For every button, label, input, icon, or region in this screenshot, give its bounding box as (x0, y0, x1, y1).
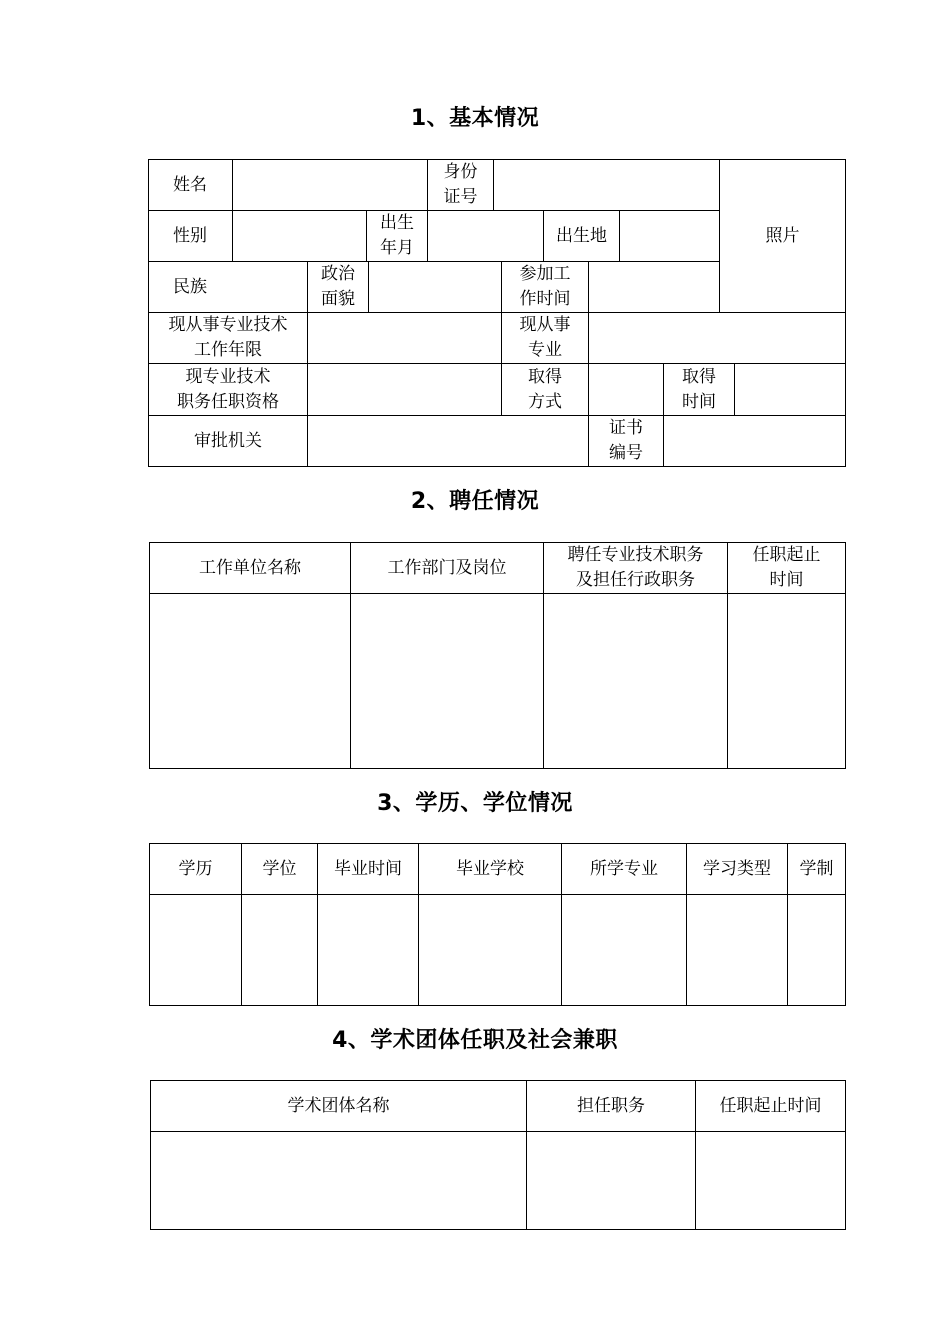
header-graduation-school: 毕业学校 (456, 858, 524, 879)
label-ethnicity: 民族 (173, 276, 207, 297)
header-graduation-time: 毕业时间 (334, 858, 402, 879)
label-birthplace: 出生地 (556, 225, 607, 246)
tenure-period-field[interactable] (728, 594, 845, 768)
section-title-education: 3、学历、学位情况 (377, 791, 573, 816)
major-field[interactable] (562, 895, 686, 1005)
id-number-field[interactable] (494, 160, 719, 210)
header-study-type: 学习类型 (703, 858, 771, 879)
section-title-employment: 2、聘任情况 (410, 489, 540, 514)
education-field[interactable] (150, 895, 241, 1005)
label-photo: 照片 (765, 225, 800, 246)
label-obtain-time: 取得 时间 (682, 366, 716, 412)
label-obtain-method: 取得 方式 (528, 366, 562, 412)
ethnicity-field[interactable] (233, 262, 307, 312)
label-work-start-time: 参加工 作时间 (519, 264, 571, 309)
header-role-period: 任职起止时间 (719, 1095, 822, 1116)
label-id-number: 身份 证号 (443, 162, 478, 207)
department-position-field[interactable] (351, 594, 543, 768)
gender-field[interactable] (233, 211, 366, 261)
role-field[interactable] (527, 1132, 695, 1229)
label-birth-date: 出生 年月 (380, 213, 414, 258)
certificate-no-field[interactable] (664, 416, 845, 466)
header-department-position: 工作部门及岗位 (387, 557, 507, 578)
header-appointed-position: 聘任专业技术职务 及担任行政职务 (567, 545, 704, 590)
label-name: 姓名 (173, 174, 207, 195)
political-status-field[interactable] (369, 262, 501, 312)
approval-authority-field[interactable] (308, 416, 588, 466)
qualification-field[interactable] (308, 364, 501, 415)
header-degree: 学位 (262, 858, 297, 879)
header-role: 担任职务 (577, 1095, 645, 1116)
label-political-status: 政治 面貌 (321, 264, 355, 309)
current-major-field[interactable] (589, 313, 845, 363)
section-title-basic: 1、基本情况 (410, 106, 540, 131)
obtain-time-field[interactable] (735, 364, 845, 415)
header-academic-org: 学术团体名称 (287, 1095, 390, 1116)
label-years-engaged: 现从事专业技术 工作年限 (168, 315, 288, 360)
label-approval-authority: 审批机关 (194, 430, 262, 451)
study-duration-field[interactable] (788, 895, 845, 1005)
obtain-method-field[interactable] (589, 364, 663, 415)
label-gender: 性别 (173, 225, 207, 246)
degree-field[interactable] (242, 895, 317, 1005)
section-title-academic: 4、学术团体任职及社会兼职 (332, 1028, 618, 1053)
header-education: 学历 (178, 858, 213, 879)
header-study-duration: 学制 (799, 858, 834, 879)
graduation-time-field[interactable] (318, 895, 418, 1005)
birth-date-field[interactable] (428, 211, 543, 261)
label-current-major: 现从事 专业 (519, 315, 571, 360)
work-start-time-field[interactable] (589, 262, 719, 312)
appointed-position-field[interactable] (544, 594, 727, 768)
years-engaged-field[interactable] (308, 313, 501, 363)
graduation-school-field[interactable] (419, 895, 561, 1005)
study-type-field[interactable] (687, 895, 787, 1005)
label-qualification: 现专业技术 职务任职资格 (177, 366, 279, 412)
role-period-field[interactable] (696, 1132, 845, 1229)
header-tenure-period: 任职起止 时间 (752, 545, 821, 590)
header-major: 所学专业 (590, 858, 658, 879)
birthplace-field[interactable] (620, 211, 719, 261)
header-work-unit: 工作单位名称 (199, 557, 301, 578)
name-field[interactable] (233, 160, 427, 210)
label-certificate-no: 证书 编号 (609, 418, 643, 463)
academic-org-field[interactable] (151, 1132, 526, 1229)
work-unit-field[interactable] (150, 594, 350, 768)
